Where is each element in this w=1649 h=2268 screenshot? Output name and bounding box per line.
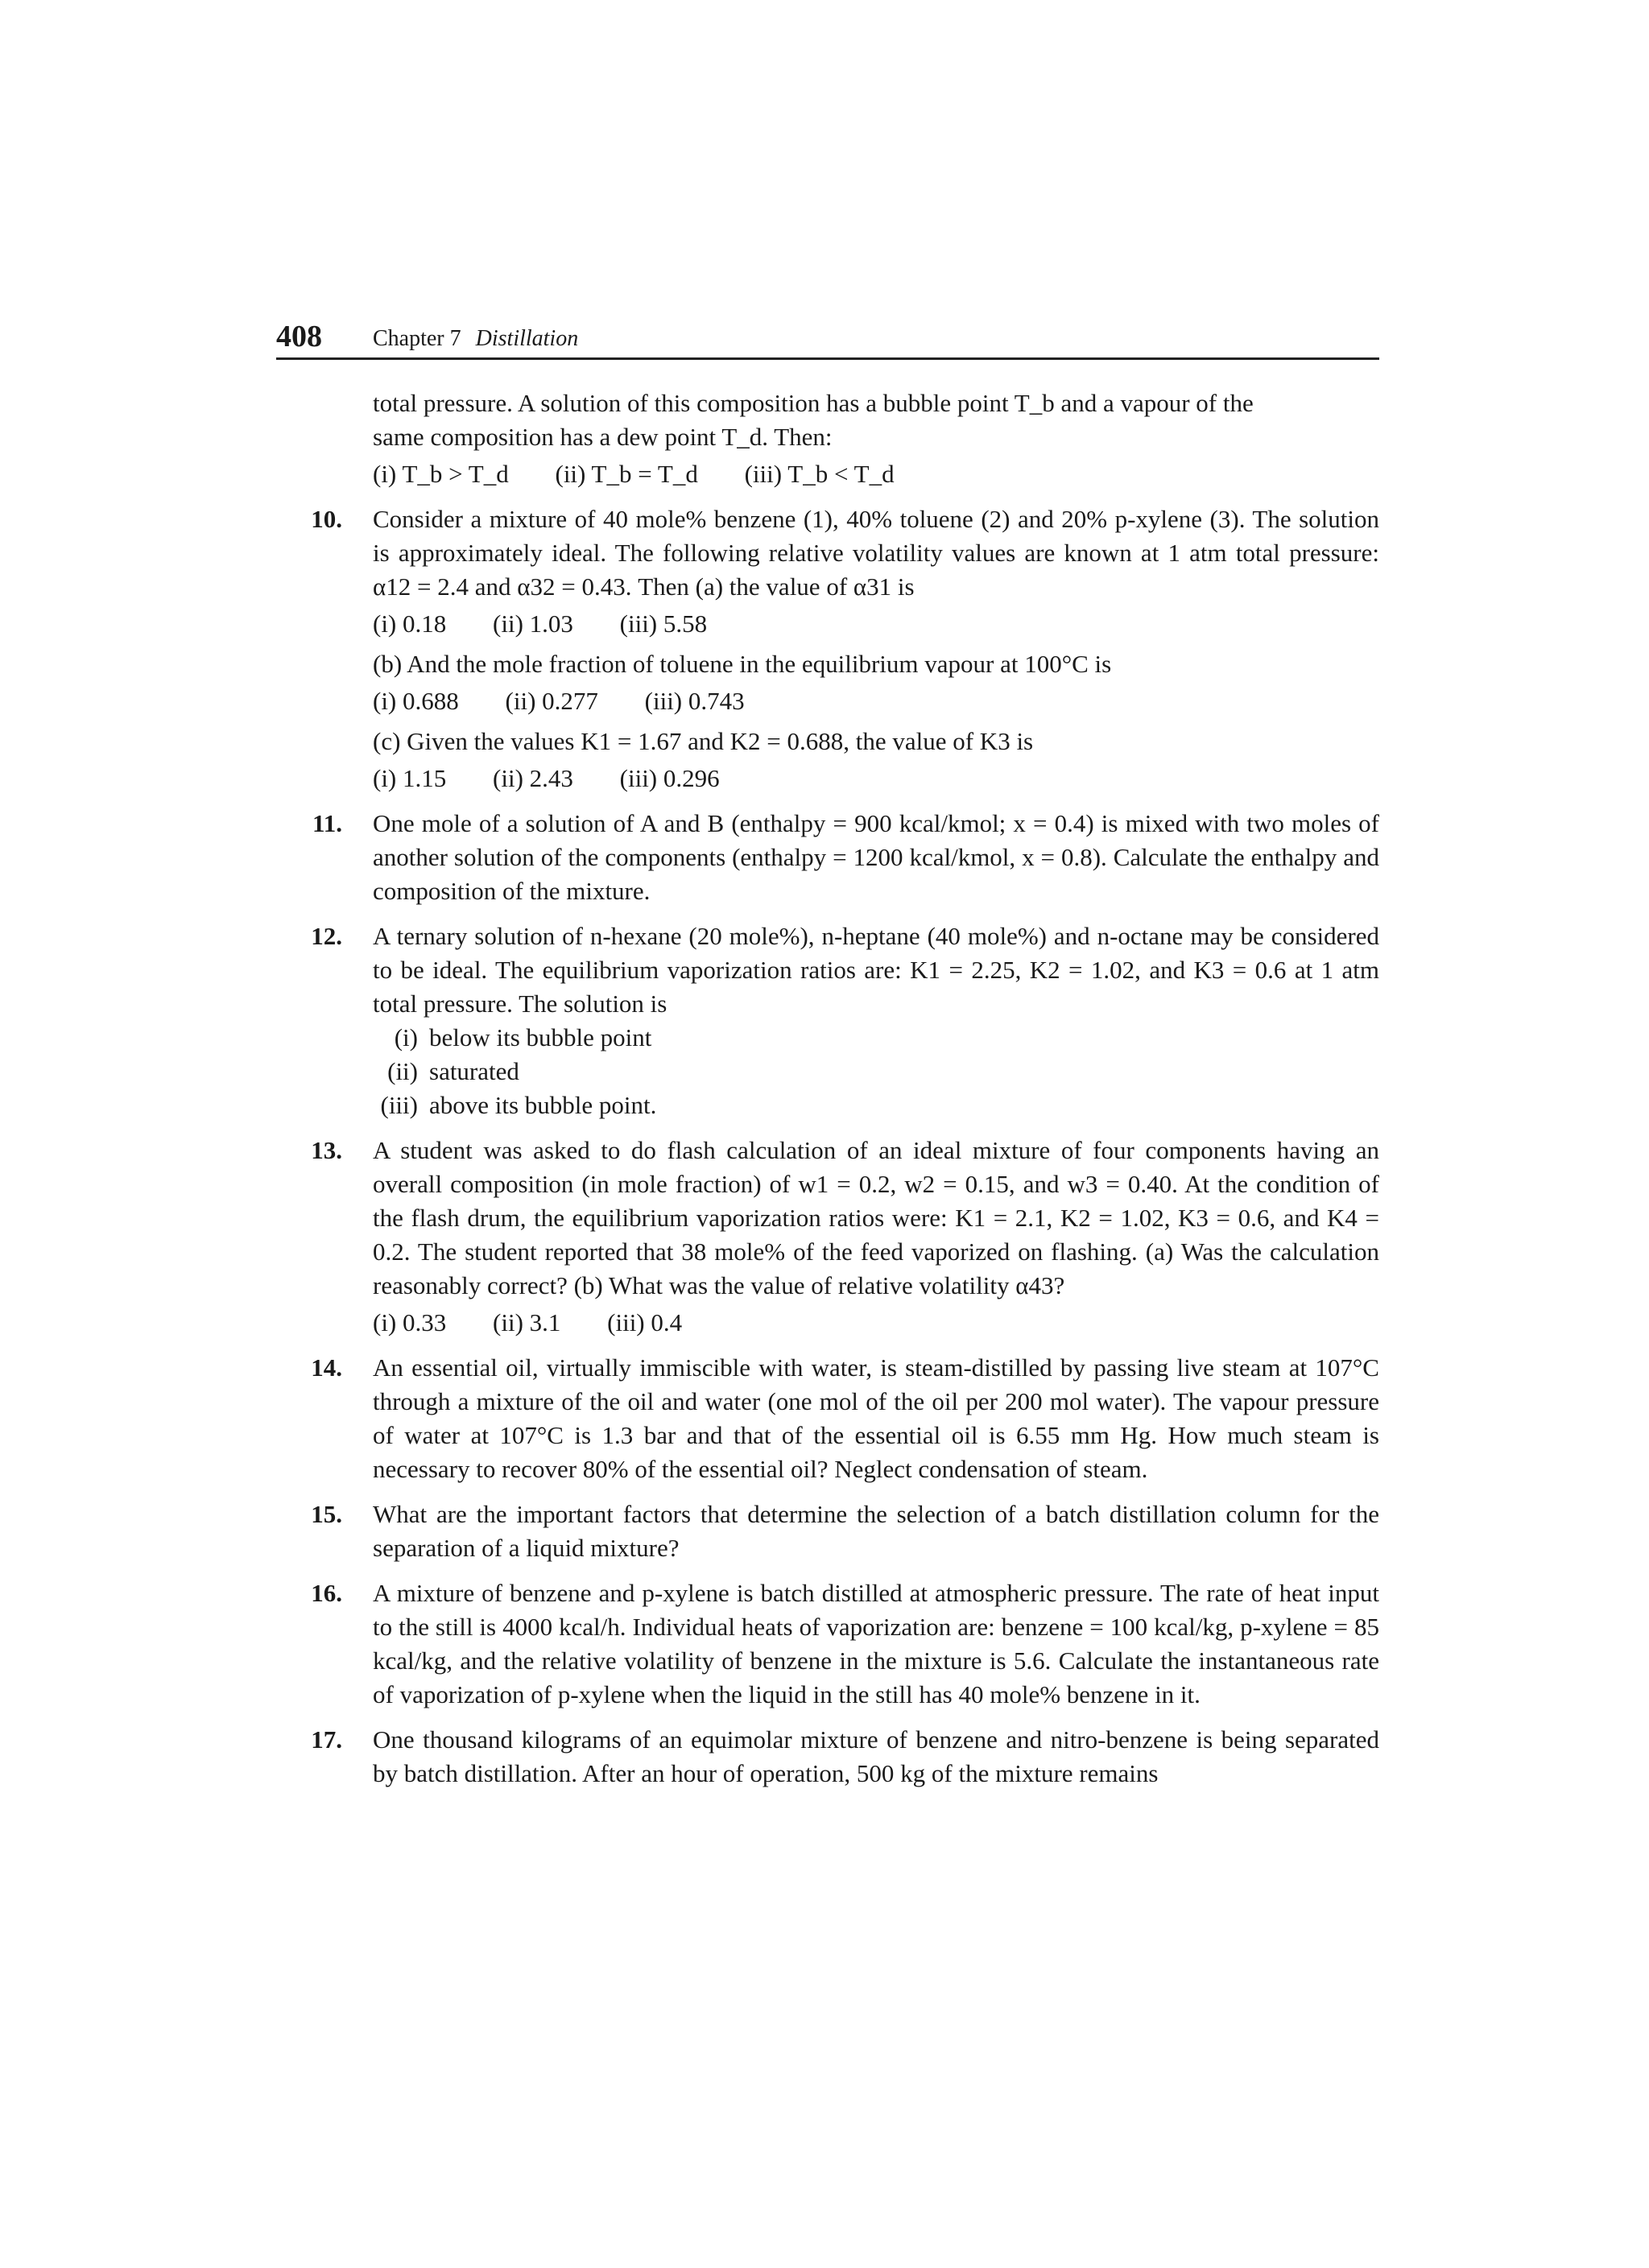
q15-text: What are the important factors that determine the selection of a batch distillation column for the separation of a liquid mixture? xyxy=(373,1500,1379,1562)
option-label: (iii) xyxy=(380,1091,418,1119)
q10-c-option-1: (i) 1.15 xyxy=(373,764,447,792)
q10-b-option-3: (iii) 0.743 xyxy=(644,687,745,715)
question-11 xyxy=(276,807,1379,908)
question-15 xyxy=(276,1498,1379,1565)
question-16 xyxy=(276,1576,1379,1712)
option-text: below its bubble point xyxy=(429,1023,652,1051)
q10-c-options xyxy=(373,762,1379,795)
option-text: above its bubble point. xyxy=(429,1091,657,1119)
chapter-title: Distillation xyxy=(475,326,579,351)
q10-c-option-2: (ii) 2.43 xyxy=(493,764,573,792)
question-13 xyxy=(276,1134,1379,1340)
q10-b-option-1: (i) 0.688 xyxy=(373,687,459,715)
q13-options xyxy=(373,1306,1379,1340)
q10-b-text: (b) And the mole fraction of toluene in the equilibrium vapour at 100°C is xyxy=(373,650,1112,678)
q14-text: An essential oil, virtually immiscible with water, is steam-distilled by passing live steam at 107°C through a mixture of the oil and water (one mol of the oil per 200 mol water). The vapour pressure of water at 107°C is 1.3 bar and that of the essential oil is 6.55 mm Hg. How much steam is necessary to recover 80% of the essential oil? Neglect condensation of steam. xyxy=(373,1353,1379,1483)
question-number: 14. xyxy=(311,1353,342,1382)
q9-options xyxy=(373,457,1379,491)
q10-text: Consider a mixture of 40 mole% benzene (1), 40% toluene (2) and 20% p-xylene (3). The solution is approximately ideal. The following relative volatility values are known at 1 atm total pressure: α12 = 2.4 and α32 = 0.43. Then (a) the value of α31 is xyxy=(373,505,1379,601)
question-10 xyxy=(276,502,1379,795)
question-number: 10. xyxy=(311,505,342,533)
page-number: 408 xyxy=(276,320,322,353)
option-text: saturated xyxy=(429,1057,519,1085)
q10-a-option-1: (i) 0.18 xyxy=(373,609,447,638)
q12-option xyxy=(373,1055,1379,1089)
running-head xyxy=(373,325,578,353)
q12-text: A ternary solution of n-hexane (20 mole%), n-heptane (40 mole%) and n-octane may be considered to be ideal. The equilibrium vaporization ratios are: K1 = 2.25, K2 = 1.02, and K3 = 0.6 at 1 atm total pressure. The solution is xyxy=(373,922,1379,1018)
q10-c-option-3: (iii) 0.296 xyxy=(619,764,720,792)
q13-text: A student was asked to do flash calculation of an ideal mixture of four components having an overall composition (in mole fraction) of w1 = 0.2, w2 = 0.15, and w3 = 0.40. At the condition of the flash drum, the equilibrium vaporization ratios were: K1 = 2.1, K2 = 1.02, K3 = 0.6, and K4 = 0.2. The student reported that 38 mole% of the feed vaporized on flashing. (a) Was the calculation reasonably correct? (b) What was the value of relative volatility α43? xyxy=(373,1136,1379,1299)
q9-line-2: same composition has a dew point T_d. Then: xyxy=(373,423,833,451)
option-label: (ii) xyxy=(387,1057,418,1085)
q10-a-option-2: (ii) 1.03 xyxy=(493,609,573,638)
question-12 xyxy=(276,919,1379,1122)
q13-option-1: (i) 0.33 xyxy=(373,1308,447,1336)
q10-c-text: (c) Given the values K1 = 1.67 and K2 = 0.688, the value of K3 is xyxy=(373,727,1034,755)
q17-text: One thousand kilograms of an equimolar mixture of benzene and nitro-benzene is being separated by batch distillation. After an hour of operation, 500 kg of the mixture remains xyxy=(373,1725,1379,1787)
q10-b-option-2: (ii) 0.277 xyxy=(505,687,598,715)
q16-text: A mixture of benzene and p-xylene is batch distilled at atmospheric pressure. The rate of heat input to the still is 4000 kcal/h. Individual heats of vaporization are: benzene = 100 kcal/kg, p-xylene = 85 kcal/kg, and the relative volatility of benzene in the mixture is 5.6. Calculate the instantaneous rate of vaporization of p-xylene when the liquid in the still has 40 mole% benzene in it. xyxy=(373,1579,1379,1708)
q12-options xyxy=(373,1021,1379,1122)
question-9-continued xyxy=(276,386,1379,491)
q10-a-option-3: (iii) 5.58 xyxy=(619,609,708,638)
question-14 xyxy=(276,1351,1379,1486)
q9-option-1: (i) T_b > T_d xyxy=(373,460,509,488)
q13-option-3: (iii) 0.4 xyxy=(607,1308,683,1336)
option-label: (i) xyxy=(394,1023,418,1051)
question-17 xyxy=(276,1723,1379,1791)
q9-option-2: (ii) T_b = T_d xyxy=(555,460,698,488)
page-body xyxy=(276,386,1379,1802)
chapter-label: Chapter 7 xyxy=(373,326,461,351)
q13-option-2: (ii) 3.1 xyxy=(493,1308,561,1336)
q9-option-3: (iii) T_b < T_d xyxy=(744,460,895,488)
q11-text: One mole of a solution of A and B (enthalpy = 900 kcal/kmol; x = 0.4) is mixed with two moles of another solution of the components (enthalpy = 1200 kcal/kmol, x = 0.8). Calculate the enthalpy and composition of the mixture. xyxy=(373,809,1379,905)
q10-a-options xyxy=(373,607,1379,641)
question-number: 15. xyxy=(311,1500,342,1528)
q12-option xyxy=(373,1021,1379,1055)
q9-line-1: total pressure. A solution of this composition has a bubble point T_b and a vapour of the xyxy=(373,389,1254,417)
q12-option xyxy=(373,1089,1379,1122)
question-number: 17. xyxy=(311,1725,342,1754)
question-number: 12. xyxy=(311,922,342,950)
page-header xyxy=(276,319,1379,360)
question-number: 13. xyxy=(311,1136,342,1164)
question-number: 11. xyxy=(312,809,342,837)
q10-b-options xyxy=(373,684,1379,718)
question-number: 16. xyxy=(311,1579,342,1607)
